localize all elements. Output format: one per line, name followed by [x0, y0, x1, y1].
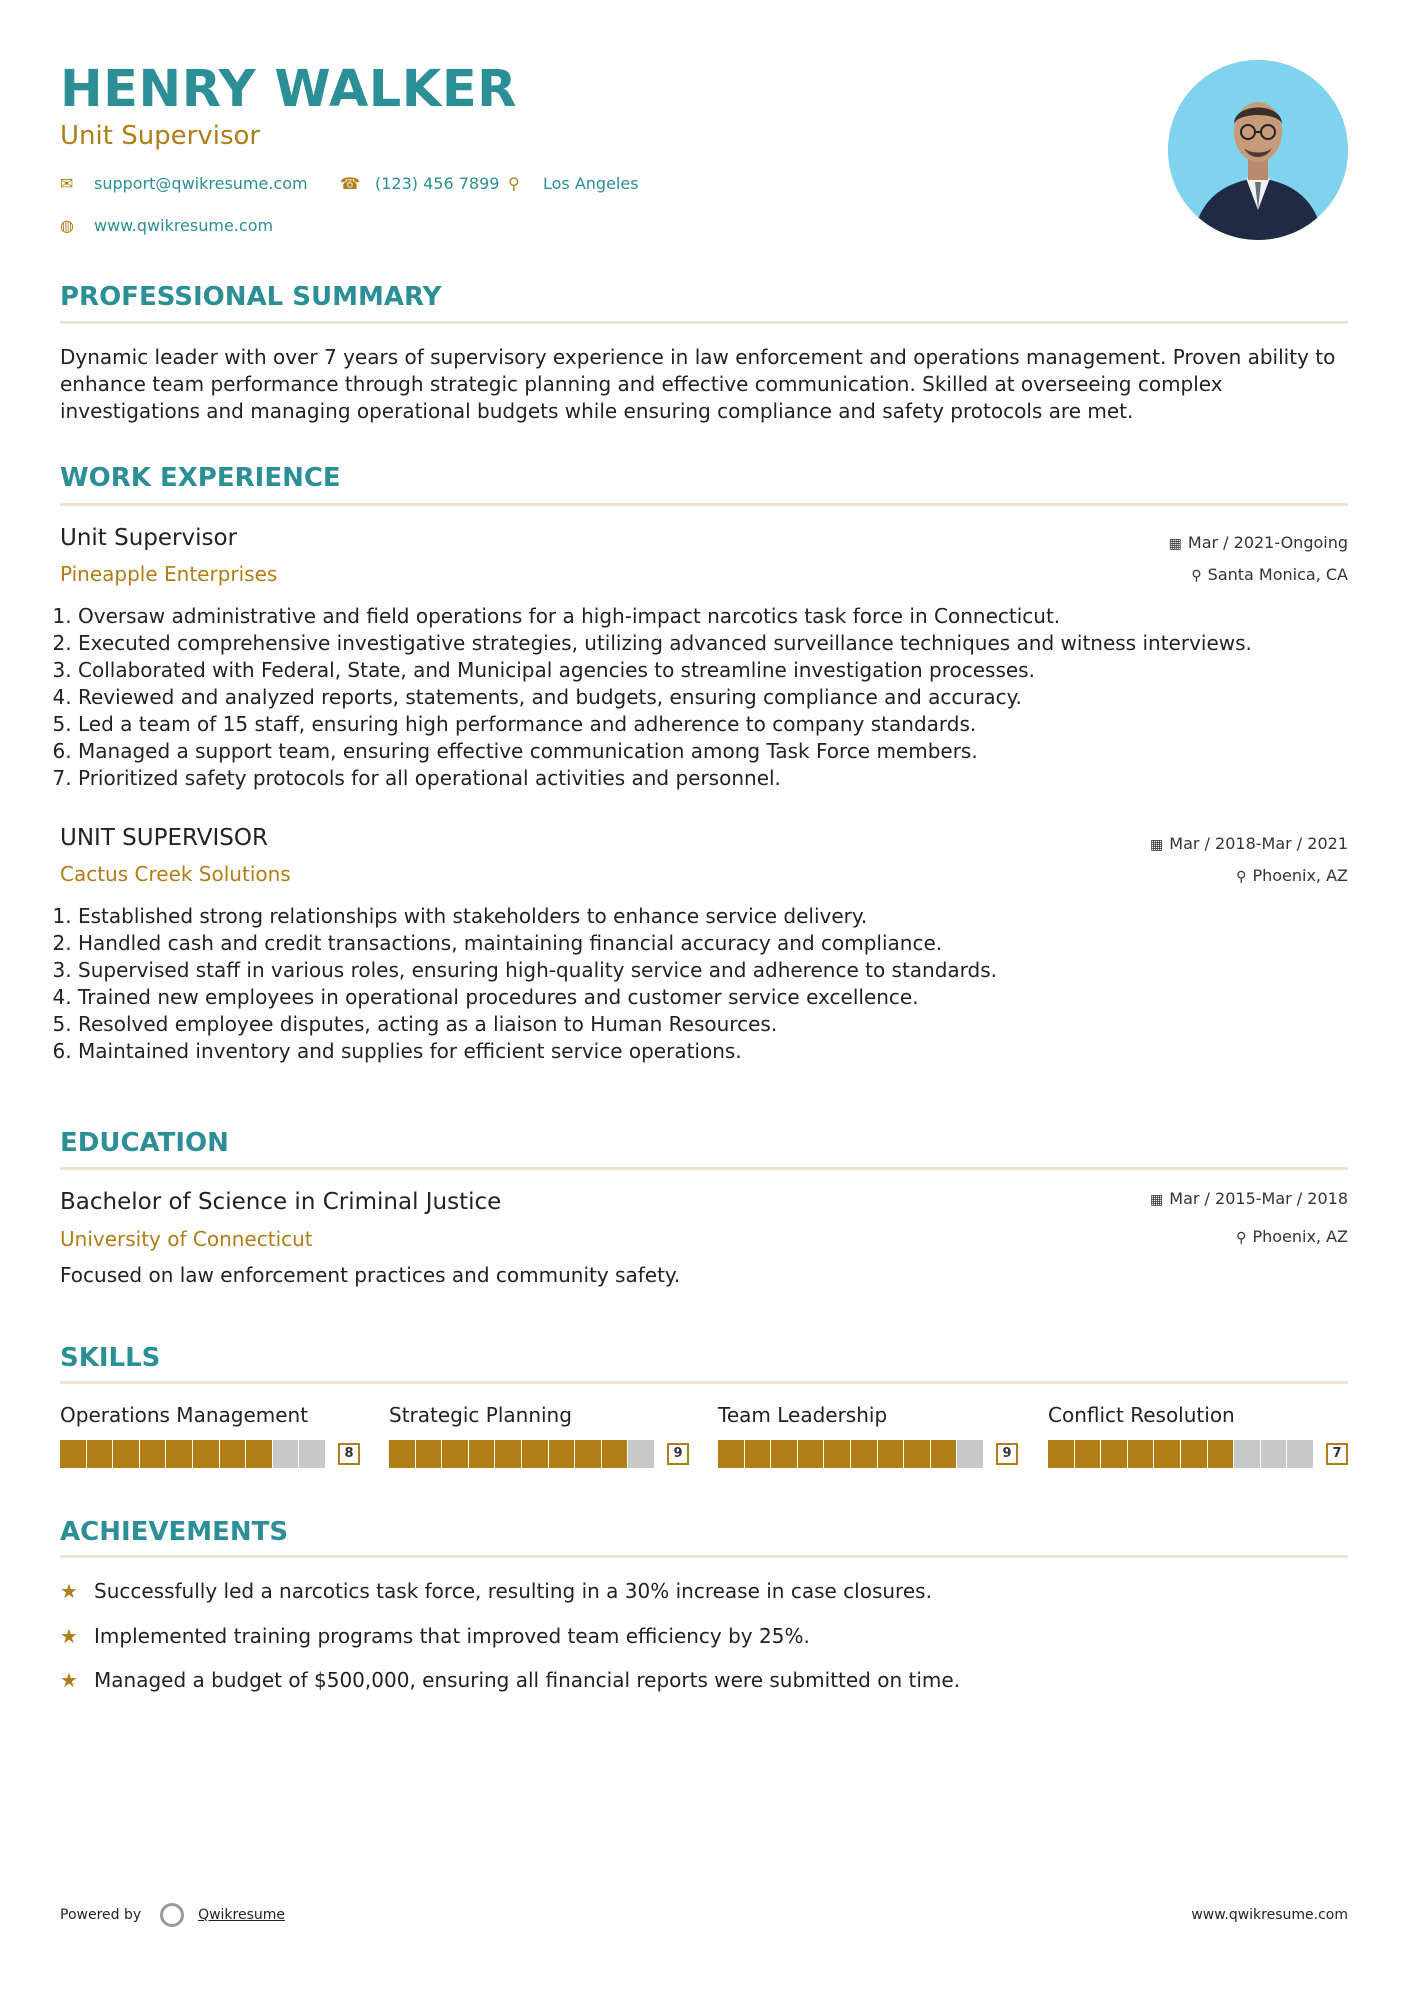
skill-bar-segment [771, 1440, 797, 1468]
list-item: 7. Prioritized safety protocols for all operational activities and personnel. [78, 765, 1358, 792]
divider [60, 1555, 1348, 1558]
brand-link[interactable]: Qwikresume [198, 1907, 286, 1923]
list-item: 6. Managed a support team, ensuring effective communication among Task Force members. [78, 738, 1358, 765]
avatar [1168, 60, 1348, 240]
map-pin-icon: ⚲ [508, 174, 520, 193]
skill-bar-segment [745, 1440, 771, 1468]
list-item: 2. Handled cash and credit transactions, maintaining financial accuracy and compliance. [78, 930, 1358, 957]
email-link[interactable]: support@qwikresume.com [94, 174, 308, 193]
powered-by-label: Powered by [60, 1907, 142, 1923]
skill-bar-segment [1048, 1440, 1074, 1468]
skill-bar-segment [904, 1440, 930, 1468]
education-location-text: Phoenix, AZ [1252, 1227, 1348, 1246]
skill-level-badge: 7 [1326, 1443, 1348, 1465]
job-location-text: Santa Monica, CA [1207, 565, 1348, 584]
skill-bar-segment [495, 1440, 521, 1468]
skill-bar-segment [1154, 1440, 1180, 1468]
skill-bar-segment [87, 1440, 113, 1468]
skill-bar-segment [1234, 1440, 1260, 1468]
skill-bar-segment [166, 1440, 192, 1468]
pushpin-icon: ⚲ [1191, 568, 1202, 584]
achievement-text: Managed a budget of $500,000, ensuring all financial reports were submitted on time. [94, 1668, 961, 1692]
skill-bar-segment [442, 1440, 468, 1468]
skill-bar-segment [60, 1440, 86, 1468]
skill-level-badge: 9 [667, 1443, 689, 1465]
divider [60, 1381, 1348, 1384]
education-dates-text: Mar / 2015-Mar / 2018 [1169, 1189, 1348, 1208]
skill-item [60, 1401, 360, 1468]
skill-name: Operations Management [60, 1403, 309, 1427]
calendar-icon: ▦ [1150, 1192, 1164, 1208]
company-name: Cactus Creek Solutions [60, 862, 291, 886]
skill-name: Strategic Planning [389, 1403, 572, 1427]
skill-bar-segment [416, 1440, 442, 1468]
calendar-icon: ▦ [1168, 536, 1182, 552]
job-dates-text: Mar / 2021-Ongoing [1187, 533, 1348, 552]
divider [60, 503, 1348, 506]
education-description: Focused on law enforcement practices and community safety. [60, 1263, 681, 1287]
skill-item [389, 1401, 689, 1468]
achievement-text: Implemented training programs that improved team efficiency by 25%. [94, 1624, 810, 1648]
skill-bar-segment [957, 1440, 983, 1468]
experience-heading: WORK EXPERIENCE [60, 463, 341, 493]
skill-bar-segment [220, 1440, 246, 1468]
phone-icon: ☎ [340, 174, 360, 193]
job-title: UNIT SUPERVISOR [60, 825, 268, 851]
skill-bar-segment [851, 1440, 877, 1468]
skill-bar-segment [273, 1440, 299, 1468]
footer-website[interactable]: www.qwikresume.com [1191, 1907, 1348, 1923]
skill-bar-segment [389, 1440, 415, 1468]
job-dates [1169, 532, 1348, 555]
achievements-heading: ACHIEVEMENTS [60, 1517, 289, 1547]
divider [60, 321, 1348, 324]
globe-icon: ◍ [60, 216, 74, 235]
footer-powered-by [60, 1903, 285, 1927]
skill-name: Conflict Resolution [1048, 1403, 1235, 1427]
skill-bar-segment [522, 1440, 548, 1468]
job-location-text: Phoenix, AZ [1252, 866, 1348, 885]
star-icon: ★ [60, 1668, 78, 1692]
job-duties-list [54, 903, 1358, 1065]
skill-bar-segment [1208, 1440, 1234, 1468]
skill-bar-segment [798, 1440, 824, 1468]
achievement-text: Successfully led a narcotics task force, resulting in a 30% increase in case closures. [94, 1579, 932, 1603]
list-item: 4. Reviewed and analyzed reports, statements, and budgets, ensuring compliance and accuracy. [78, 684, 1358, 711]
skill-bar-segment [549, 1440, 575, 1468]
job-duties-list [54, 603, 1358, 792]
skill-bar-segment [469, 1440, 495, 1468]
skill-bar-segment [1128, 1440, 1154, 1468]
education-location [1236, 1226, 1348, 1249]
pushpin-icon: ⚲ [1236, 1230, 1247, 1246]
website-link[interactable]: www.qwikresume.com [94, 216, 274, 235]
skill-bar-segment [1287, 1440, 1313, 1468]
skill-bar-segment [628, 1440, 654, 1468]
list-item: 1. Oversaw administrative and field operations for a high-impact narcotics task force in Connecticut. [78, 603, 1358, 630]
job-dates [1150, 833, 1348, 856]
skill-bar-segment [575, 1440, 601, 1468]
school-name: University of Connecticut [60, 1227, 313, 1251]
job-dates-text: Mar / 2018-Mar / 2021 [1169, 834, 1348, 853]
summary-text: Dynamic leader with over 7 years of supervisory experience in law enforcement and operations management. Proven ability to enhance team performance through strategic planning and effective communication. Skilled at overseeing complex investigations and managing operational budgets while ensuring compliance and safety protocols are met. [60, 345, 1336, 423]
candidate-name: HENRY WALKER [60, 60, 517, 119]
skill-bar-segment [1101, 1440, 1127, 1468]
skill-bar-segment [1181, 1440, 1207, 1468]
skill-level-badge: 9 [996, 1443, 1018, 1465]
skills-heading: SKILLS [60, 1343, 161, 1373]
calendar-icon: ▦ [1150, 837, 1164, 853]
profile-photo [1168, 60, 1348, 240]
skill-bar-segment [602, 1440, 628, 1468]
company-name: Pineapple Enterprises [60, 562, 278, 586]
envelope-icon: ✉ [60, 174, 74, 193]
list-item: 5. Led a team of 15 staff, ensuring high performance and adherence to company standards. [78, 711, 1358, 738]
skill-bar-segment [931, 1440, 957, 1468]
phone-number: (123) 456 7899 [375, 174, 500, 193]
summary-heading: PROFESSIONAL SUMMARY [60, 282, 442, 312]
skill-bar [718, 1440, 1018, 1468]
qwikresume-logo-icon [160, 1903, 184, 1927]
job-title: Unit Supervisor [60, 525, 238, 551]
skill-level-badge: 8 [338, 1443, 360, 1465]
skill-bar-segment [878, 1440, 904, 1468]
skill-bar-segment [718, 1440, 744, 1468]
education-heading: EDUCATION [60, 1128, 229, 1158]
achievement-item [60, 1577, 932, 1605]
pushpin-icon: ⚲ [1236, 869, 1247, 885]
skill-bar-segment [1075, 1440, 1101, 1468]
skill-bar-segment [140, 1440, 166, 1468]
location-text: Los Angeles [543, 174, 639, 193]
skill-bar-segment [246, 1440, 272, 1468]
candidate-title: Unit Supervisor [60, 121, 261, 151]
job-location [1191, 564, 1348, 587]
divider [60, 1167, 1348, 1170]
list-item: 4. Trained new employees in operational procedures and customer service excellence. [78, 984, 1358, 1011]
degree-title: Bachelor of Science in Criminal Justice [60, 1189, 502, 1215]
achievement-item [60, 1622, 810, 1650]
skill-bar-segment [824, 1440, 850, 1468]
skill-bar [60, 1440, 360, 1468]
achievement-item [60, 1666, 960, 1694]
skill-bar-segment [299, 1440, 325, 1468]
skill-item [1048, 1401, 1348, 1468]
list-item: 6. Maintained inventory and supplies for efficient service operations. [78, 1038, 1358, 1065]
star-icon: ★ [60, 1579, 78, 1603]
list-item: 1. Established strong relationships with stakeholders to enhance service delivery. [78, 903, 1358, 930]
job-location [1236, 865, 1348, 888]
list-item: 2. Executed comprehensive investigative strategies, utilizing advanced surveillance techniques and witness interviews. [78, 630, 1358, 657]
skill-bar [1048, 1440, 1348, 1468]
skill-bar-segment [1261, 1440, 1287, 1468]
skill-item [718, 1401, 1018, 1468]
list-item: 3. Collaborated with Federal, State, and Municipal agencies to streamline investigation processes. [78, 657, 1358, 684]
skill-name: Team Leadership [718, 1403, 888, 1427]
star-icon: ★ [60, 1624, 78, 1648]
skill-bar [389, 1440, 689, 1468]
skill-bar-segment [193, 1440, 219, 1468]
education-dates [1150, 1188, 1348, 1211]
skill-bar-segment [113, 1440, 139, 1468]
list-item: 3. Supervised staff in various roles, ensuring high-quality service and adherence to standards. [78, 957, 1358, 984]
list-item: 5. Resolved employee disputes, acting as a liaison to Human Resources. [78, 1011, 1358, 1038]
